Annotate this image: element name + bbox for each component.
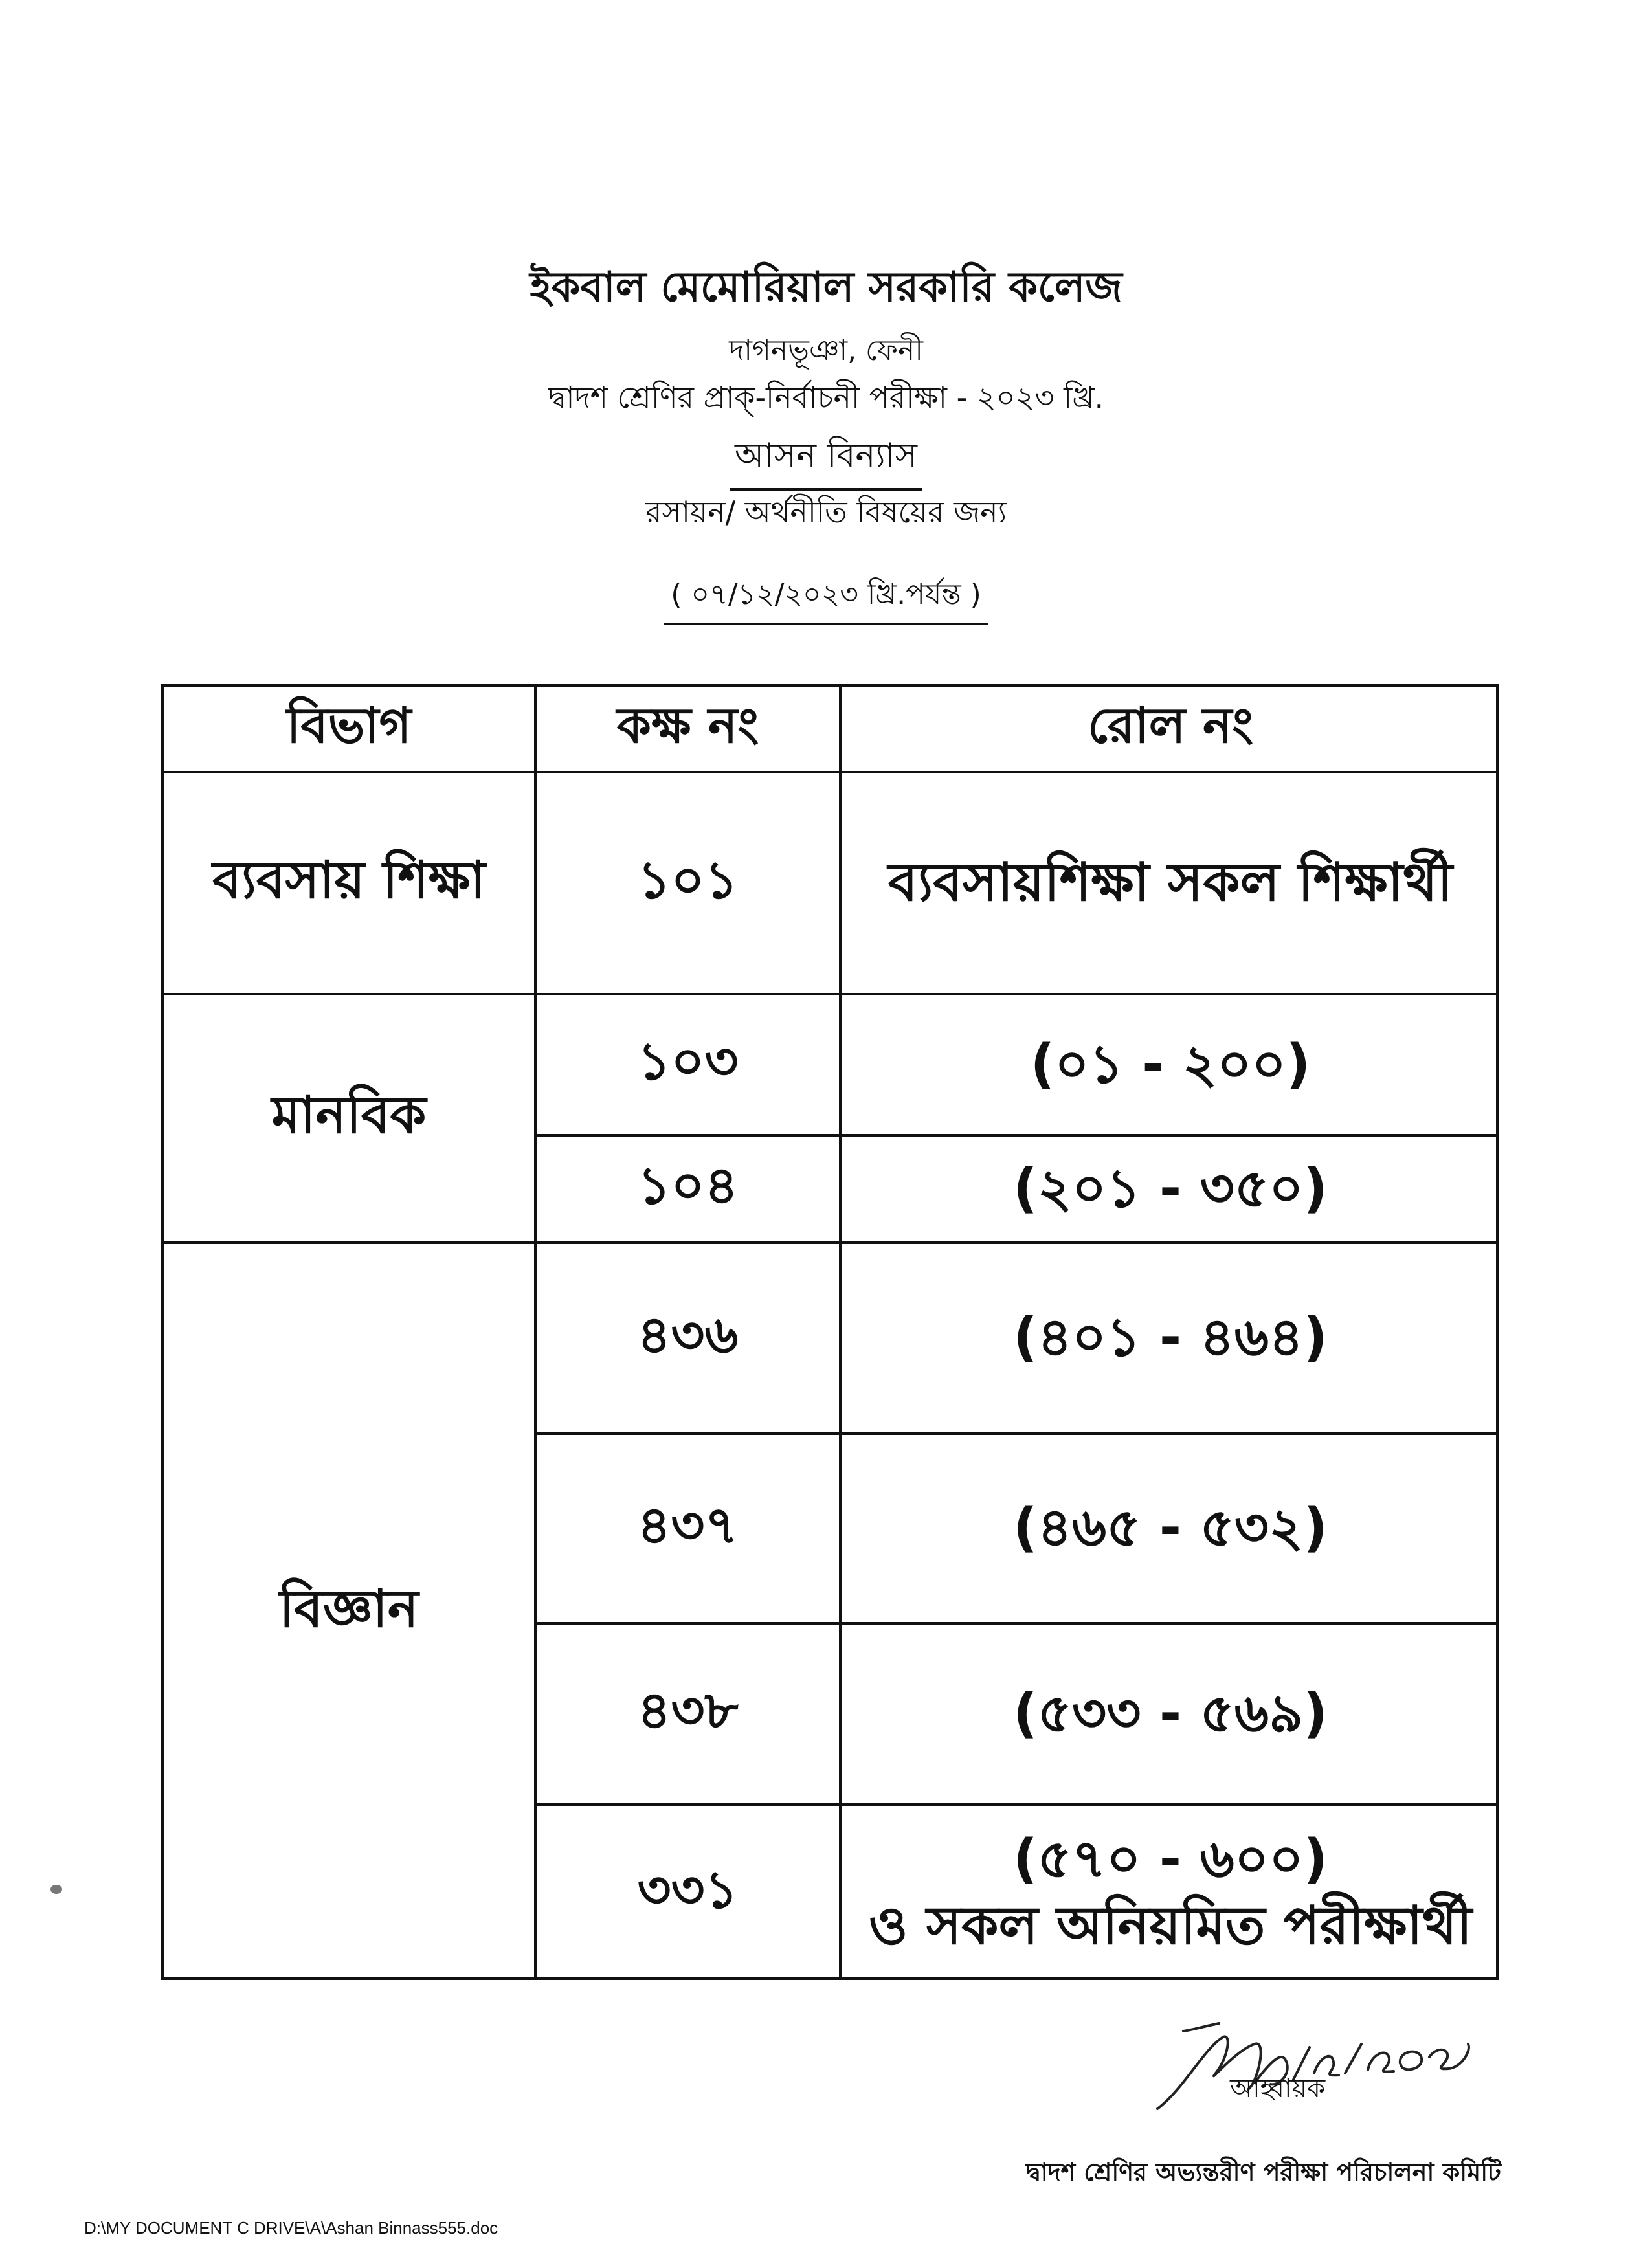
roll-cell: ব্যবসায়শিক্ষা সকল শিক্ষার্থী (888, 852, 1453, 914)
header-roll-no: রোল নং (1088, 696, 1253, 754)
subject-line: রসায়ন/ অর্থনীতি বিষয়ের জন্য (645, 495, 1007, 529)
file-path: D:\MY DOCUMENT C DRIVE\A\Ashan Binnass555.doc (84, 2218, 498, 2238)
roll-cell: (৪০১ - ৪৬৪) (1013, 1307, 1328, 1369)
roll-cell: (২০১ - ৩৫০) (1013, 1157, 1328, 1219)
room-cell: ১০৪ (637, 1155, 739, 1216)
roll-cell: (০১ - ২০০) (1030, 1033, 1311, 1095)
roll-cell: (৪৬৫ - ৫৩২) (1013, 1497, 1328, 1559)
college-name: ইকবাল মেমোরিয়াল সরকারি কলেজ (530, 263, 1122, 311)
department-humanities: মানবিক (271, 1085, 427, 1145)
roll-cell (842, 1806, 1499, 1980)
date-range-wrap (0, 573, 1652, 625)
room-cell: ৪৩৮ (637, 1680, 739, 1740)
department-business: ব্যবসায় শিক্ষা (212, 849, 486, 910)
header-department: বিভাগ (286, 696, 412, 754)
roll-irregular-note: ও সকল অনিয়মিত পরীক্ষার্থী (869, 1895, 1472, 1957)
seat-plan-table (161, 684, 1499, 1980)
roll-cell: (৫৩৩ - ৫৬৯) (1013, 1682, 1328, 1744)
department-science: বিজ্ঞান (279, 1578, 419, 1639)
roll-range: (৫৭০ - ৬০০) (1013, 1829, 1328, 1890)
date-range: ( ০৭/১২/২০২৩ খ্রি.পর্যন্ত ) (664, 573, 988, 625)
room-cell: ৪৩৬ (637, 1304, 739, 1365)
room-cell: ১০৩ (637, 1031, 739, 1091)
room-cell: ৩৩১ (637, 1859, 739, 1920)
seat-plan-title-wrap (0, 429, 1652, 491)
scan-speck (50, 1885, 62, 1894)
header-room-no: কক্ষ নং (616, 696, 759, 754)
seat-plan-title: আসন বিন্যাস (730, 429, 922, 491)
room-cell: ৪৩৭ (637, 1495, 739, 1555)
convener-label: আহ্বায়ক (1230, 2074, 1326, 2104)
room-cell: ১০১ (637, 849, 739, 910)
committee-label: দ্বাদশ শ্রেণির অভ্যন্তরীণ পরীক্ষা পরিচালনা কমিটি (1026, 2158, 1501, 2186)
college-location: দাগনভূঞা, ফেনী (729, 334, 923, 367)
exam-title: দ্বাদশ শ্রেণির প্রাক্-নির্বাচনী পরীক্ষা - ২০২৩ খ্রি. (548, 380, 1104, 415)
